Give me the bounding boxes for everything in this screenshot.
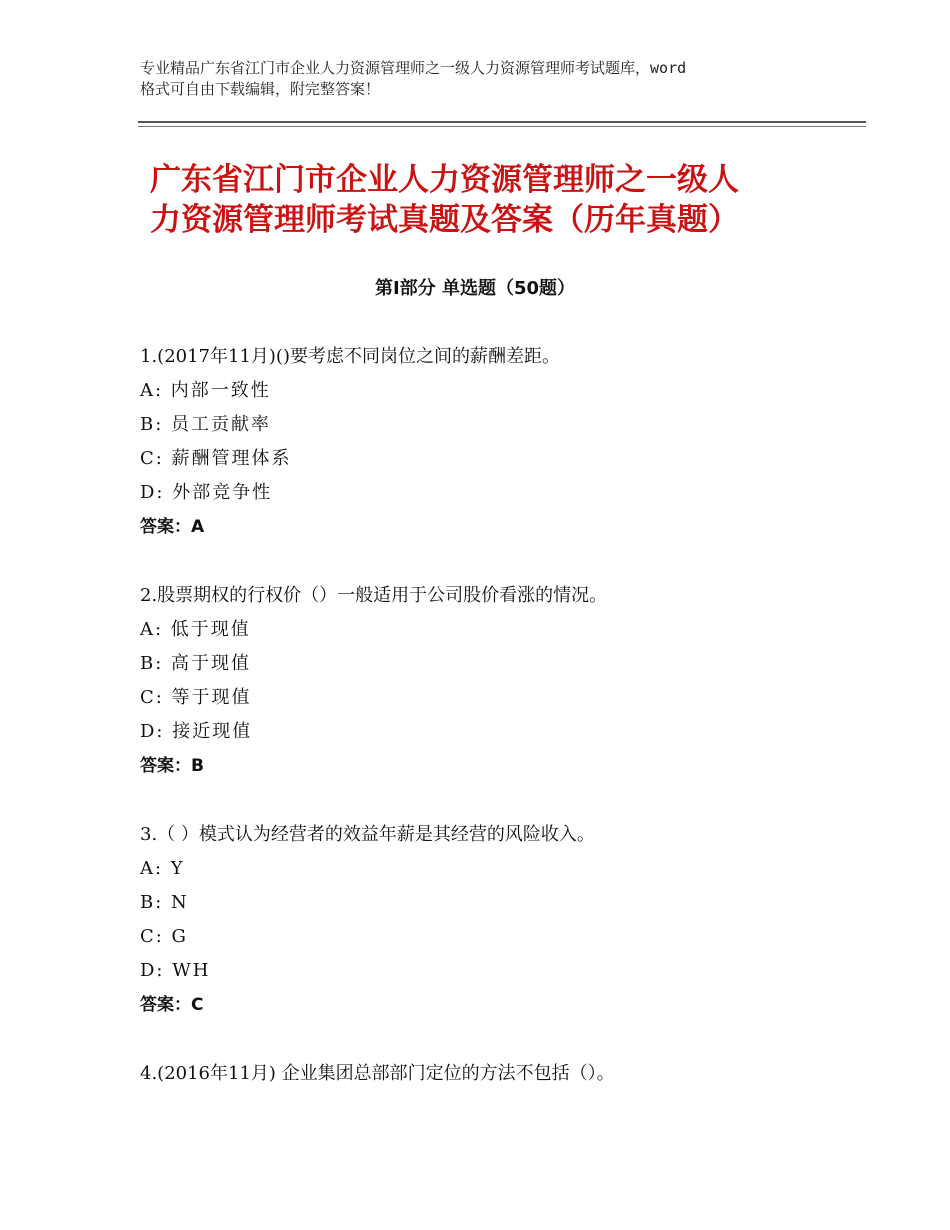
option-b: B: 员工贡献率 xyxy=(140,414,272,435)
option-b: B: 高于现值 xyxy=(140,653,252,674)
section-title: 第Ⅰ部分 单选题（50题） xyxy=(374,278,575,299)
header-note-line-1: 专业精品广东省江门市企业人力资源管理师之一级人力资源管理师考试题库，word xyxy=(140,59,687,77)
option-a: A: 内部一致性 xyxy=(140,380,271,401)
header-note-line-2: 格式可自由下载编辑，附完整答案！ xyxy=(140,80,381,98)
document-title-line-2: 力资源管理师考试真题及答案（历年真题） xyxy=(150,202,739,238)
header-divider-thick xyxy=(138,121,866,123)
option-d: D: WH xyxy=(140,960,211,981)
question-3 xyxy=(140,818,860,1022)
question-text: 4.(2016年11月) 企业集团总部部门定位的方法不包括（）。 xyxy=(140,1063,615,1084)
option-d: D: 接近现值 xyxy=(140,721,253,742)
option-a: A: Y xyxy=(140,858,185,879)
question-2 xyxy=(140,579,860,783)
document-title xyxy=(150,160,830,240)
option-c: C: 等于现值 xyxy=(140,687,252,708)
answer: 答案：C xyxy=(140,995,204,1015)
document-title-line-1: 广东省江门市企业人力资源管理师之一级人 xyxy=(150,162,739,198)
answer: 答案：A xyxy=(140,517,205,537)
option-d: D: 外部竞争性 xyxy=(140,482,273,503)
answer: 答案：B xyxy=(140,756,204,776)
question-text: 3.（ ）模式认为经营者的效益年薪是其经营的风险收入。 xyxy=(140,824,595,845)
option-c: C: 薪酬管理体系 xyxy=(140,448,292,469)
question-4 xyxy=(140,1057,860,1091)
option-c: C: G xyxy=(140,926,188,947)
question-1 xyxy=(140,340,860,544)
header-divider-thin xyxy=(138,126,866,127)
header-note xyxy=(140,58,820,100)
question-text: 1.(2017年11月)()要考虑不同岗位之间的薪酬差距。 xyxy=(140,346,560,367)
option-a: A: 低于现值 xyxy=(140,619,251,640)
question-text: 2.股票期权的行权价（）一般适用于公司股价看涨的情况。 xyxy=(140,585,608,606)
option-b: B: N xyxy=(140,892,189,913)
